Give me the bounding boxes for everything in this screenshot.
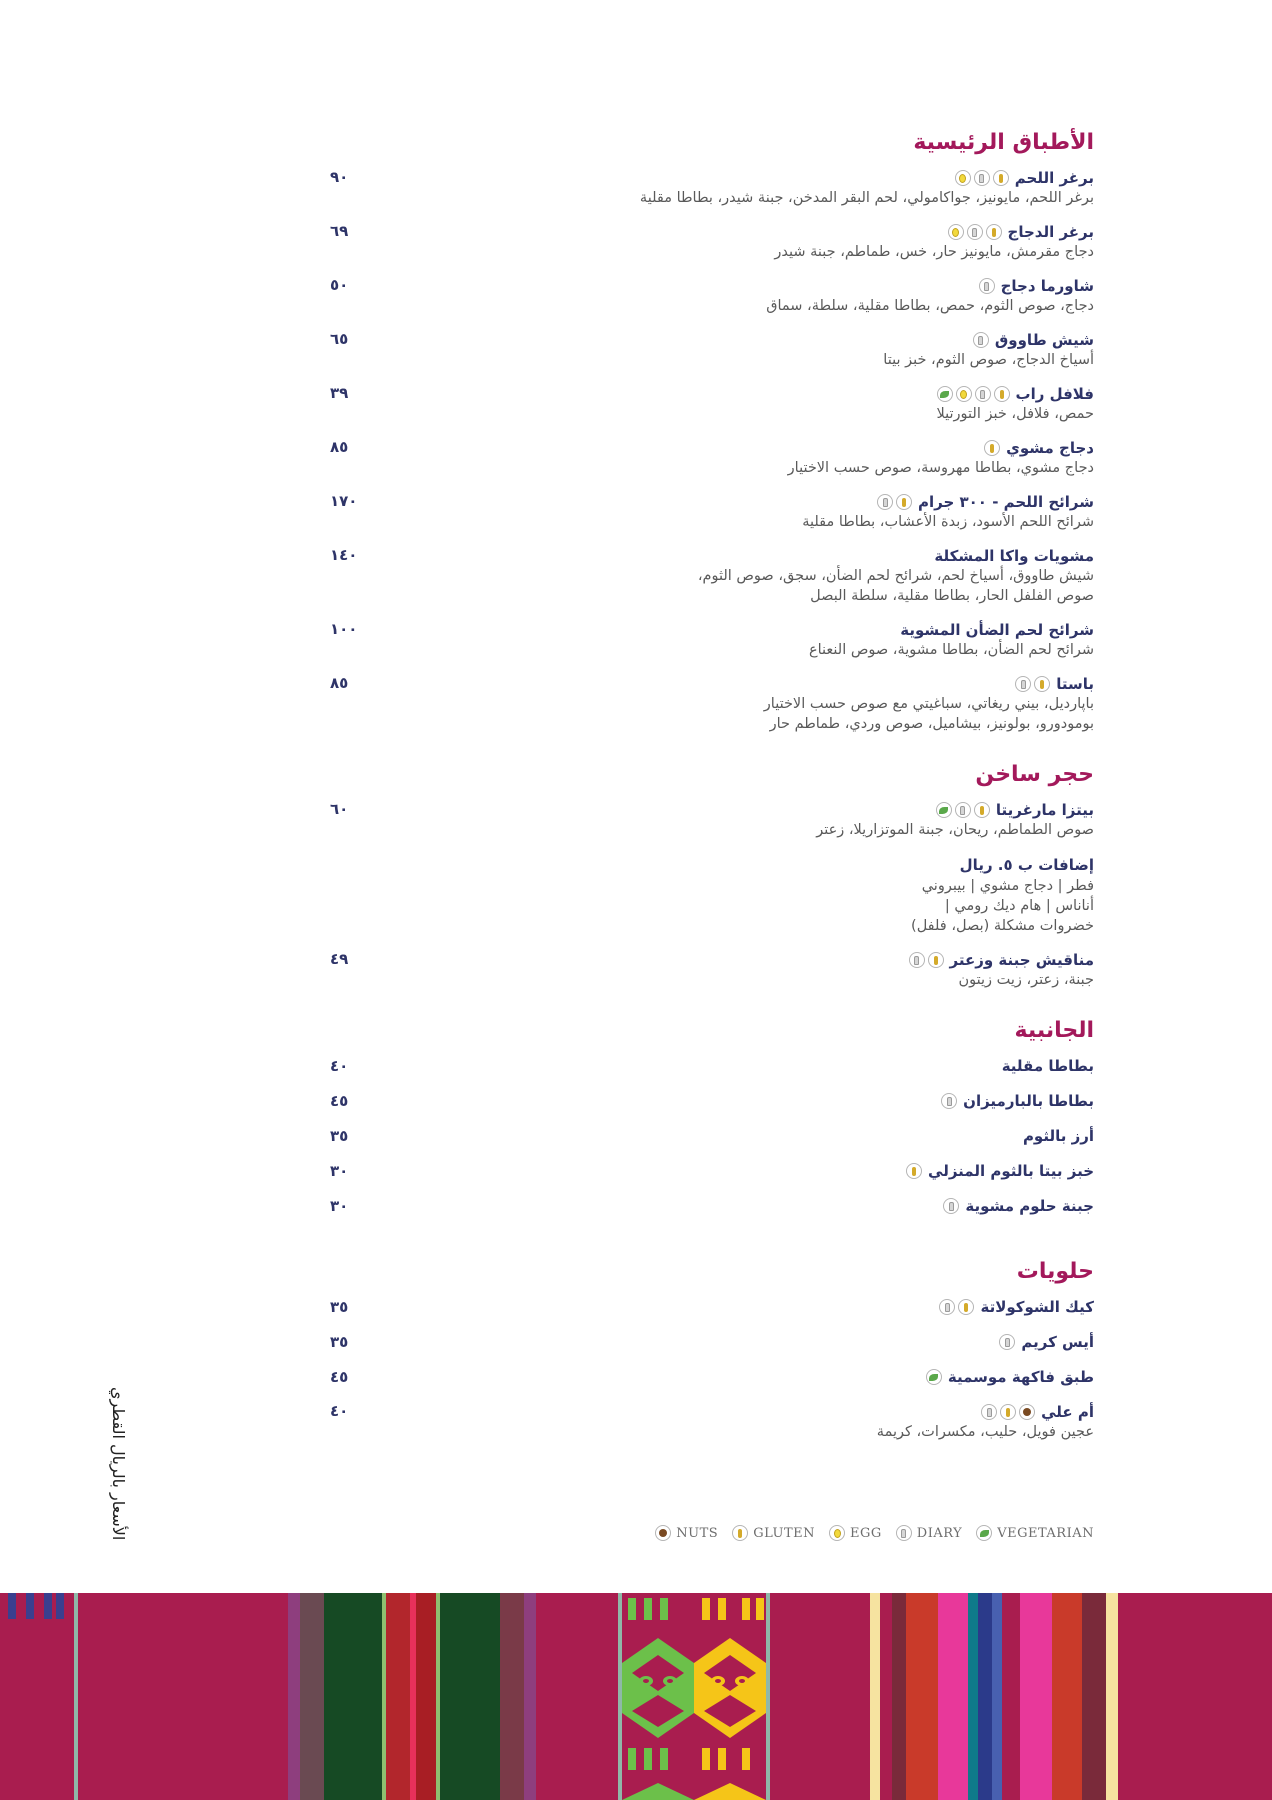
menu-item <box>330 1091 1094 1126</box>
allergen-icons <box>981 1404 1035 1420</box>
menu-item <box>330 438 1094 478</box>
menu-item-header <box>330 1126 1094 1146</box>
section-title-hotstone: حجر ساخن <box>975 762 1094 787</box>
legend-entry <box>896 1525 962 1541</box>
menu-item-name: فلافل راب <box>1015 385 1094 403</box>
menu-item-name: شيش طاووق <box>994 331 1094 349</box>
menu-item-description: دجاج مشوي، بطاطا مهروسة، صوص حسب الاختيار <box>787 460 1094 476</box>
menu-item-description: أسياخ الدجاج، صوص الثوم، خبز بيتا <box>883 352 1094 368</box>
gluten-icon <box>974 802 990 818</box>
allergen-icons <box>979 278 995 294</box>
dairy-icon <box>973 332 989 348</box>
dairy-icon <box>896 1525 912 1541</box>
menu-item <box>330 546 1094 606</box>
allergen-icons <box>948 224 1002 240</box>
gluten-icon <box>896 494 912 510</box>
section-title-main: الأطباق الرئيسية <box>913 130 1094 155</box>
extras-title: إضافات ب ٥. ريال <box>959 856 1094 874</box>
menu-item-price: ٥٠ <box>330 276 349 294</box>
allergen-icons <box>999 1334 1015 1350</box>
menu-item-description: صوص الطماطم، ريحان، جبنة الموتزاريلا، زعتر <box>816 822 1094 838</box>
gluten-icon <box>928 952 944 968</box>
menu-item-name: بطاطا بالبارميزان <box>963 1092 1094 1110</box>
menu-item-header <box>330 1402 1094 1422</box>
legend-label: DIARY <box>916 1525 963 1541</box>
menu-item-name: بطاطا مقلية <box>1001 1057 1094 1075</box>
menu-item-header <box>330 1367 1094 1387</box>
dairy-icon <box>999 1334 1015 1350</box>
menu-item <box>330 1332 1094 1367</box>
menu-item <box>330 674 1094 734</box>
menu-item-header <box>330 1332 1094 1352</box>
gluten-icon <box>958 1299 974 1315</box>
menu-item <box>330 620 1094 660</box>
nuts-icon <box>1019 1404 1035 1420</box>
menu-item-description: بومودورو، بولونيز، بيشاميل، صوص وردي، طماطم حار <box>769 716 1094 732</box>
legend-label: GLUTEN <box>753 1525 816 1541</box>
menu-item <box>330 1161 1094 1196</box>
allergen-icons <box>955 170 1009 186</box>
menu-item-price: ٤٥ <box>330 1092 349 1110</box>
vegetarian-icon <box>936 802 952 818</box>
menu-item-price: ٣٩ <box>330 384 349 402</box>
sides-list <box>330 1056 1094 1231</box>
menu-item-header <box>330 950 1094 970</box>
legend-entry <box>976 1525 1094 1541</box>
menu-item-price: ٣٠ <box>330 1197 349 1215</box>
menu-item <box>330 950 1094 990</box>
gluten-icon <box>986 224 1002 240</box>
dairy-icon <box>1015 676 1031 692</box>
menu-item-name: أرز بالثوم <box>1022 1127 1094 1145</box>
allergen-legend <box>655 1525 1094 1541</box>
menu-item-price: ٦٥ <box>330 330 349 348</box>
menu-item-price: ٣٥ <box>330 1333 349 1351</box>
menu-item-name: مناقيش جبنة وزعتر <box>949 951 1094 969</box>
allergen-icons <box>984 440 1000 456</box>
vegetarian-icon <box>937 386 953 402</box>
allergen-icons <box>1015 676 1050 692</box>
menu-item-name: شاورما دجاج <box>1000 277 1094 295</box>
sadu-diamond-motif <box>622 1593 766 1800</box>
egg-icon <box>948 224 964 240</box>
menu-item-price: ٣٥ <box>330 1127 349 1145</box>
menu-item-header <box>330 330 1094 350</box>
menu-item-price: ٤٩ <box>330 950 349 968</box>
menu-item-price: ٨٥ <box>330 438 349 456</box>
extras-line: خضروات مشكلة (بصل، فلفل) <box>911 918 1094 934</box>
menu-item-description: عجين فويل، حليب، مكسرات، كريمة <box>876 1424 1094 1440</box>
menu-item-header <box>330 800 1094 820</box>
menu-item-price: ٣٥ <box>330 1298 349 1316</box>
allergen-icons <box>937 386 1010 402</box>
menu-item <box>330 168 1094 208</box>
menu-item-header <box>330 1056 1094 1076</box>
menu-item <box>330 330 1094 370</box>
gluten-icon <box>994 386 1010 402</box>
menu-item-header <box>330 1196 1094 1216</box>
menu-item-name: شرائح اللحم - ٣٠٠ جرام <box>918 493 1094 511</box>
menu-item-name: برغر اللحم <box>1014 169 1094 187</box>
menu-item-price: ١٤٠ <box>330 546 358 564</box>
menu-item <box>330 800 1094 840</box>
menu-item-description: صوص الفلفل الحار، بطاطا مقلية، سلطة البصل <box>810 588 1094 604</box>
extras-block <box>330 854 1094 936</box>
allergen-icons <box>926 1369 942 1385</box>
price-currency-note: الأسعار بالريال القطري <box>109 1386 128 1540</box>
egg-icon <box>956 386 972 402</box>
menu-item-price: ١٧٠ <box>330 492 358 510</box>
menu-item-price: ٩٠ <box>330 168 349 186</box>
menu-item-name: كيك الشوكولاتة <box>980 1298 1094 1316</box>
menu-item-header <box>330 492 1094 512</box>
menu-page <box>330 128 1094 1468</box>
vegetarian-icon <box>976 1525 992 1541</box>
section-title-sides: الجانبية <box>1014 1018 1094 1043</box>
gluten-icon <box>984 440 1000 456</box>
gluten-icon <box>993 170 1009 186</box>
dairy-icon <box>975 386 991 402</box>
dairy-icon <box>877 494 893 510</box>
menu-item <box>330 1297 1094 1332</box>
desserts-list <box>330 1297 1094 1442</box>
menu-item-description: شرائح اللحم الأسود، زبدة الأعشاب، بطاطا مقلية <box>802 514 1094 530</box>
menu-item-price: ٤٥ <box>330 1368 349 1386</box>
menu-item-header <box>330 222 1094 242</box>
menu-item-header <box>330 1161 1094 1181</box>
allergen-icons <box>973 332 989 348</box>
allergen-icons <box>936 802 990 818</box>
menu-item-name: أم علي <box>1041 1403 1094 1421</box>
allergen-icons <box>939 1299 974 1315</box>
menu-item-name: طبق فاكهة موسمية <box>947 1368 1094 1386</box>
menu-item <box>330 1196 1094 1231</box>
gluten-icon <box>1000 1404 1016 1420</box>
section-main-dishes <box>330 128 1094 734</box>
menu-item-name: شرائح لحم الضأن المشوية <box>900 621 1094 639</box>
egg-icon <box>829 1525 845 1541</box>
section-desserts <box>330 1257 1094 1442</box>
menu-item-header <box>330 546 1094 566</box>
menu-item-price: ٨٥ <box>330 674 349 692</box>
dairy-icon <box>981 1404 997 1420</box>
section-hot-stone <box>330 760 1094 990</box>
menu-item-name: دجاج مشوي <box>1006 439 1094 457</box>
menu-item-price: ٣٠ <box>330 1162 349 1180</box>
decorative-sadu-band <box>0 1593 1272 1800</box>
allergen-icons <box>909 952 944 968</box>
menu-item-name: باستا <box>1056 675 1094 693</box>
menu-item <box>330 1367 1094 1402</box>
menu-item <box>330 384 1094 424</box>
menu-item-header <box>330 1297 1094 1317</box>
allergen-icons <box>906 1163 922 1179</box>
gluten-icon <box>1034 676 1050 692</box>
legend-entry <box>655 1525 718 1541</box>
main-items-list <box>330 168 1094 734</box>
menu-item-price: ٤٠ <box>330 1402 349 1420</box>
menu-item <box>330 1126 1094 1161</box>
allergen-icons <box>877 494 912 510</box>
menu-item-header <box>330 438 1094 458</box>
menu-item <box>330 276 1094 316</box>
allergen-icons <box>941 1093 957 1109</box>
dairy-icon <box>979 278 995 294</box>
manakish-item <box>330 950 1094 990</box>
dairy-icon <box>909 952 925 968</box>
pizza-item <box>330 800 1094 840</box>
section-sides <box>330 1016 1094 1231</box>
menu-item-header <box>330 1091 1094 1111</box>
nuts-icon <box>655 1525 671 1541</box>
legend-label: NUTS <box>676 1525 719 1541</box>
menu-item-description: شرائح لحم الضأن، بطاطا مشوية، صوص النعناع <box>808 642 1094 658</box>
menu-item-description: باپارديل، بيني ريغاتي، سباغيتي مع صوص حسب الاختيار <box>763 696 1094 712</box>
dairy-icon <box>974 170 990 186</box>
dairy-icon <box>955 802 971 818</box>
legend-entry <box>829 1525 882 1541</box>
gluten-icon <box>732 1525 748 1541</box>
extras-line: فطر | دجاج مشوي | بيبروني <box>921 878 1094 894</box>
menu-item-header <box>330 674 1094 694</box>
egg-icon <box>955 170 971 186</box>
gluten-icon <box>906 1163 922 1179</box>
dairy-icon <box>941 1093 957 1109</box>
menu-item-description: دجاج، صوص الثوم، حمص، بطاطا مقلية، سلطة، سماق <box>766 298 1094 314</box>
menu-item-description: دجاج مقرمش، مايونيز حار، خس، طماطم، جبنة شيدر <box>774 244 1094 260</box>
menu-item-price: ٤٠ <box>330 1057 349 1075</box>
dairy-icon <box>943 1198 959 1214</box>
menu-item-price: ٦٩ <box>330 222 349 240</box>
menu-item <box>330 1056 1094 1091</box>
menu-item-header <box>330 620 1094 640</box>
menu-item-description: حمص، فلافل، خبز التورتيلا <box>936 406 1094 422</box>
menu-item-header <box>330 384 1094 404</box>
legend-label: EGG <box>850 1525 882 1541</box>
menu-item-name: مشويات واكا المشكلة <box>934 547 1094 565</box>
menu-item-description: شيش طاووق، أسياخ لحم، شرائح لحم الضأن، سجق، صوص الثوم، <box>697 568 1094 584</box>
dairy-icon <box>939 1299 955 1315</box>
menu-item <box>330 492 1094 532</box>
menu-item-price: ١٠٠ <box>330 620 358 638</box>
dairy-icon <box>967 224 983 240</box>
menu-item-name: جبنة حلوم مشوية <box>965 1197 1094 1215</box>
menu-item <box>330 222 1094 262</box>
vegetarian-icon <box>926 1369 942 1385</box>
menu-item-header <box>330 168 1094 188</box>
menu-item-price: ٦٠ <box>330 800 349 818</box>
menu-item-name: بيتزا مارغريتا <box>995 801 1094 819</box>
menu-item-description: جبنة، زعتر، زيت زيتون <box>958 972 1094 988</box>
legend-entry <box>732 1525 815 1541</box>
menu-item-name: خبز بيتا بالثوم المنزلي <box>928 1162 1094 1180</box>
menu-item-name: برغر الدجاج <box>1007 223 1094 241</box>
allergen-icons <box>943 1198 959 1214</box>
legend-label: VEGETARIAN <box>997 1525 1094 1541</box>
menu-item <box>330 1402 1094 1442</box>
section-title-desserts: حلويات <box>1016 1259 1094 1284</box>
extras-line: أناناس | هام ديك رومي | <box>944 898 1094 914</box>
menu-item-name: أيس كريم <box>1021 1333 1094 1351</box>
menu-item-description: برغر اللحم، مايونيز، جواكامولي، لحم البقر المدخن، جبنة شيدر، بطاطا مقلية <box>639 190 1094 206</box>
menu-item-header <box>330 276 1094 296</box>
